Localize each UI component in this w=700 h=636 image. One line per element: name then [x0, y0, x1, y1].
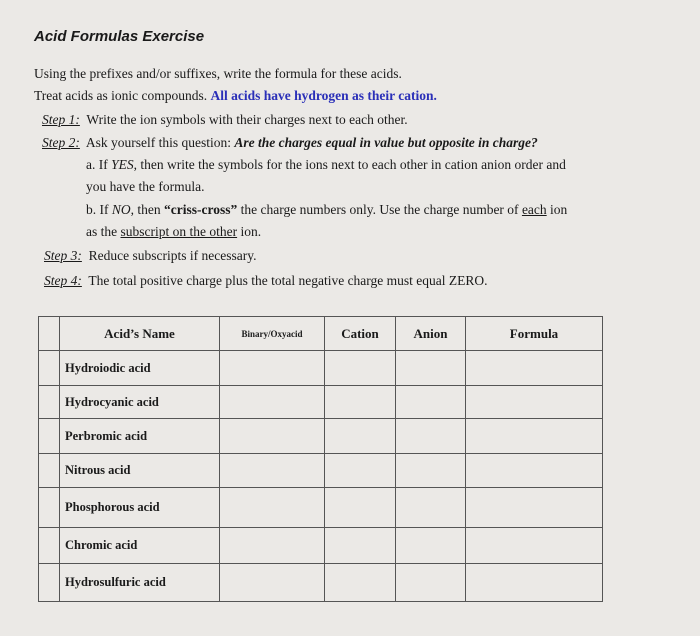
step-2b-prefix: b. If [86, 202, 109, 217]
binary-oxyacid-cell[interactable] [220, 528, 325, 564]
step-2a-text-2: you have the formula. [86, 179, 205, 194]
header-acid-name: Acid’s Name [60, 317, 220, 351]
binary-oxyacid-cell[interactable] [220, 419, 325, 454]
step-2b-text-3: ion. [240, 224, 262, 239]
anion-cell[interactable] [396, 351, 466, 386]
intro-line-2 [34, 88, 437, 104]
anion-cell[interactable] [396, 528, 466, 564]
step-2a-yes: YES [111, 157, 134, 172]
acid-formula-table [38, 316, 603, 602]
table-header-row [39, 317, 603, 351]
cation-cell[interactable] [325, 528, 396, 564]
step-2a-prefix: a. If [86, 157, 108, 172]
step-2b [86, 202, 567, 218]
acid-name-cell: Nitrous acid [60, 454, 220, 488]
anion-cell[interactable] [396, 386, 466, 419]
step-4-label: Step 4: [44, 273, 82, 288]
cation-cell[interactable] [325, 351, 396, 386]
table-row [39, 454, 603, 488]
step-2b-ion: ion [550, 202, 568, 217]
table-row [39, 528, 603, 564]
row-number-cell [39, 419, 60, 454]
header-number-cell [39, 317, 60, 351]
page-title: Acid Formulas Exercise [34, 28, 205, 45]
step-2-question: Are the charges equal in value but opposite in charge? [234, 135, 538, 150]
intro-line-1-text: Using the prefixes and/or suffixes, write the formula for these acids. [34, 66, 402, 81]
cation-cell[interactable] [325, 386, 396, 419]
formula-cell[interactable] [466, 564, 603, 602]
formula-cell[interactable] [466, 386, 603, 419]
anion-cell[interactable] [396, 454, 466, 488]
row-number-cell [39, 488, 60, 528]
step-4 [44, 273, 488, 289]
binary-oxyacid-cell[interactable] [220, 488, 325, 528]
header-formula: Formula [466, 317, 603, 351]
step-3 [44, 248, 256, 264]
step-2b-subscript-note: subscript on the other [120, 224, 238, 239]
cation-cell[interactable] [325, 564, 396, 602]
table-row [39, 386, 603, 419]
acid-name-cell: Perbromic acid [60, 419, 220, 454]
table-row [39, 488, 603, 528]
intro-line-1 [34, 66, 402, 82]
step-2b-text: the charge numbers only. Use the charge number of [240, 202, 519, 217]
step-2-label: Step 2: [42, 135, 80, 150]
header-cation: Cation [325, 317, 396, 351]
step-2-text: Ask yourself this question: [85, 135, 232, 150]
criss-cross-term: “criss-cross” [164, 202, 238, 217]
binary-oxyacid-cell[interactable] [220, 351, 325, 386]
anion-cell[interactable] [396, 488, 466, 528]
intro-line-2-text: Treat acids as ionic compounds. [34, 88, 208, 103]
header-anion: Anion [396, 317, 466, 351]
cation-cell[interactable] [325, 454, 396, 488]
cation-cell[interactable] [325, 419, 396, 454]
cation-cell[interactable] [325, 488, 396, 528]
acid-name-cell: Chromic acid [60, 528, 220, 564]
step-2a [86, 157, 566, 173]
binary-oxyacid-cell[interactable] [220, 454, 325, 488]
step-2 [42, 135, 538, 151]
step-2b-text-2: as the [86, 224, 118, 239]
table-row [39, 351, 603, 386]
table-row [39, 419, 603, 454]
acid-name-cell: Hydroiodic acid [60, 351, 220, 386]
binary-oxyacid-cell[interactable] [220, 564, 325, 602]
step-3-label: Step 3: [44, 248, 82, 263]
row-number-cell [39, 564, 60, 602]
acid-name-cell: Phosphorous acid [60, 488, 220, 528]
formula-cell[interactable] [466, 488, 603, 528]
step-1-text: Write the ion symbols with their charges next to each other. [86, 112, 408, 127]
step-3-text: Reduce subscripts if necessary. [88, 248, 257, 263]
formula-cell[interactable] [466, 528, 603, 564]
anion-cell[interactable] [396, 564, 466, 602]
formula-cell[interactable] [466, 351, 603, 386]
step-1 [42, 112, 408, 128]
row-number-cell [39, 454, 60, 488]
row-number-cell [39, 351, 60, 386]
step-1-label: Step 1: [42, 112, 80, 127]
step-2b-then: , then [130, 202, 161, 217]
anion-cell[interactable] [396, 419, 466, 454]
header-binary-oxyacid: Binary/Oxyacid [220, 317, 325, 351]
row-number-cell [39, 386, 60, 419]
acid-name-cell: Hydrocyanic acid [60, 386, 220, 419]
step-2a-continued [86, 179, 204, 195]
step-2b-each: each [521, 202, 547, 217]
step-2b-continued [86, 224, 261, 240]
formula-cell[interactable] [466, 419, 603, 454]
step-2a-text: , then write the symbols for the ions next to each other in cation anion order and [133, 157, 566, 172]
formula-cell[interactable] [466, 454, 603, 488]
step-4-text: The total positive charge plus the total negative charge must equal ZERO. [88, 273, 488, 288]
step-2b-no: NO [111, 202, 131, 217]
table-row [39, 564, 603, 602]
hydrogen-cation-note: All acids have hydrogen as their cation. [210, 88, 437, 103]
row-number-cell [39, 528, 60, 564]
binary-oxyacid-cell[interactable] [220, 386, 325, 419]
acid-name-cell: Hydrosulfuric acid [60, 564, 220, 602]
